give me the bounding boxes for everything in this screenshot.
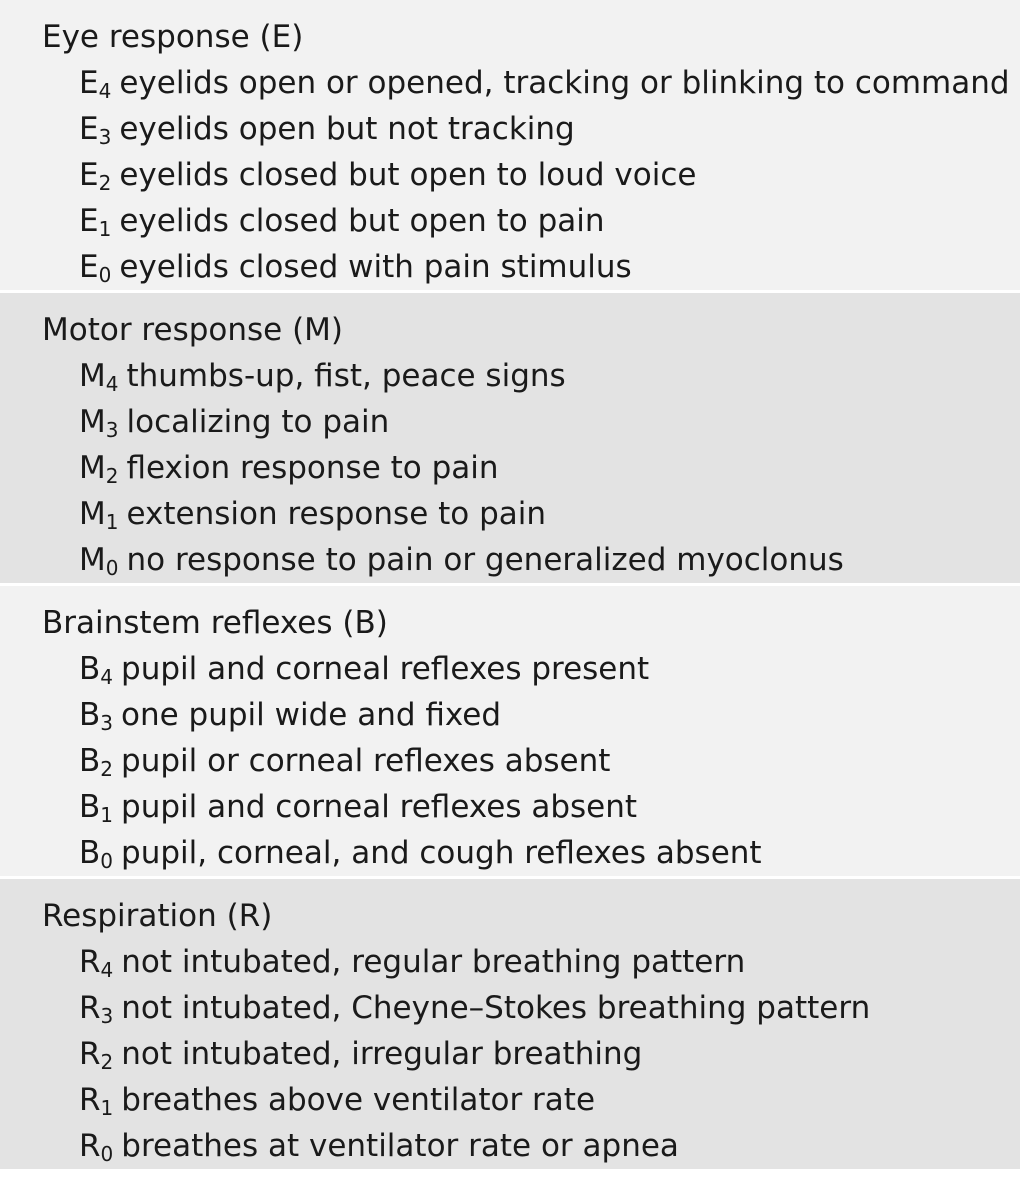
section-respiration bbox=[0, 879, 1020, 1172]
list-item: $B_0$ pupil, corneal, and cough reflexes absent bbox=[79, 835, 762, 873]
list-item: $R_0$ breathes at ventilator rate or apnea bbox=[79, 1128, 679, 1166]
list-item: $R_3$ not intubated, Cheyne–Stokes breathing pattern bbox=[79, 990, 871, 1028]
list-item: $R_1$ breathes above ventilator rate bbox=[79, 1082, 596, 1120]
list-item: $M_4$ thumbs-up, fist, peace signs bbox=[79, 358, 566, 396]
section-title: Motor response (M) bbox=[42, 312, 344, 348]
list-item: $B_4$ pupil and corneal reflexes present bbox=[79, 651, 650, 689]
list-item: $E_3$ eyelids open but not tracking bbox=[79, 111, 575, 149]
list-item: $M_3$ localizing to pain bbox=[79, 404, 390, 442]
list-item: $E_1$ eyelids closed but open to pain bbox=[79, 203, 605, 241]
section-title: Respiration (R) bbox=[42, 898, 273, 934]
section-title: Brainstem reflexes (B) bbox=[42, 605, 388, 641]
list-item: $E_4$ eyelids open or opened, tracking or blinking to command bbox=[79, 65, 1010, 103]
list-item: $R_4$ not intubated, regular breathing pattern bbox=[79, 944, 746, 982]
section-brainstem-reflexes bbox=[0, 586, 1020, 879]
list-item: $B_2$ pupil or corneal reflexes absent bbox=[79, 743, 611, 781]
section-motor-response bbox=[0, 293, 1020, 586]
list-item: $M_1$ extension response to pain bbox=[79, 496, 547, 534]
list-item: $E_2$ eyelids closed but open to loud voice bbox=[79, 157, 697, 195]
list-item: $E_0$ eyelids closed with pain stimulus bbox=[79, 249, 632, 287]
section-title: Eye response (E) bbox=[42, 19, 304, 55]
list-item: $B_1$ pupil and corneal reflexes absent bbox=[79, 789, 638, 827]
list-item: $M_2$ flexion response to pain bbox=[79, 450, 499, 488]
section-eye-response bbox=[0, 0, 1020, 293]
list-item: $M_0$ no response to pain or generalized myoclonus bbox=[79, 542, 844, 580]
list-item: $R_2$ not intubated, irregular breathing bbox=[79, 1036, 643, 1074]
list-item: $B_3$ one pupil wide and fixed bbox=[79, 697, 502, 735]
